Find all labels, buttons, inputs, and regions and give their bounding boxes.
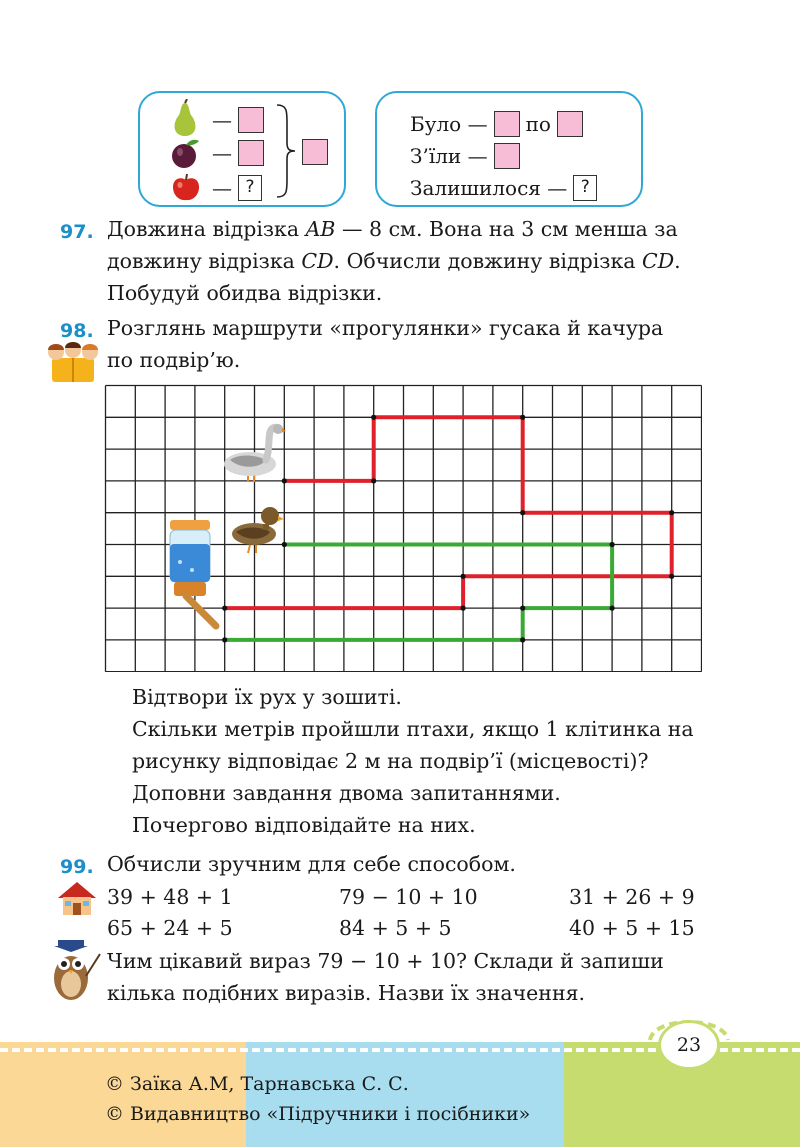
expr-2-3: 40 + 5 + 15: [569, 916, 695, 940]
left-row: Залишилося — ?: [410, 175, 597, 201]
apple-row: — ?: [212, 175, 262, 201]
duck-route-vertex: [520, 637, 525, 642]
house-icon: [56, 880, 98, 916]
goose-route-vertex: [222, 606, 227, 611]
task-97-line-1: Довжина відрізка AB — 8 см. Вона на 3 см менша за: [107, 217, 678, 241]
task-97-line-2: довжину відрізка CD. Обчисли довжину відрізка CD.: [107, 249, 681, 273]
children-book-icon: [44, 340, 102, 384]
duck-route-vertex: [610, 542, 615, 547]
ate-row: З’їли —: [410, 143, 520, 169]
expr-1-1: 39 + 48 + 1: [107, 885, 233, 909]
total-box: [302, 139, 328, 165]
duck-icon: [226, 500, 284, 554]
pear-row: —: [212, 107, 264, 133]
duck-route-vertex: [520, 606, 525, 611]
task-99-number: 99.: [60, 856, 94, 878]
goose-route-vertex: [520, 415, 525, 420]
page-number: 23: [658, 1020, 720, 1070]
fruit-scheme-box: [138, 91, 346, 207]
duck-route: [225, 545, 612, 640]
task-98-line-1: Розглянь маршрути «прогулянки» гусака й качура: [107, 316, 664, 340]
owl-line-1: Чим цікавий вираз 79 − 10 + 10? Склади й запиши: [107, 949, 664, 973]
plum-row: —: [212, 140, 264, 166]
goose-route-vertex: [520, 510, 525, 515]
footer-line-1: © Заїка А.М, Тарнавська С. С.: [105, 1073, 409, 1095]
task-97-line-3: Побудуй обидва відрізки.: [107, 281, 383, 305]
task-97-number: 97.: [60, 221, 94, 243]
duck-route-vertex: [222, 637, 227, 642]
brace: [275, 103, 297, 199]
was-row: Було — по: [410, 111, 583, 137]
plum-icon: [168, 137, 202, 171]
task-99-title: Обчисли зручним для себе способом.: [107, 852, 516, 876]
goose-route-vertex: [371, 478, 376, 483]
ate-scheme-box: [375, 91, 643, 207]
left-question-box: ?: [573, 175, 597, 201]
goose-route-vertex: [669, 510, 674, 515]
expr-2-1: 65 + 24 + 5: [107, 916, 233, 940]
expr-1-3: 31 + 26 + 9: [569, 885, 695, 909]
was-box-2: [557, 111, 583, 137]
goose-icon: [220, 422, 286, 482]
goose-route-vertex: [461, 574, 466, 579]
task-98-after-2: Скільки метрів пройшли птахи, якщо 1 клітинка на: [132, 717, 694, 741]
goose-route-vertex: [669, 574, 674, 579]
task-98-number: 98.: [60, 320, 94, 342]
goose-route-vertex: [461, 606, 466, 611]
pear-icon: [168, 99, 202, 137]
task-98-line-2: по подвір’ю.: [107, 348, 241, 372]
apple-question-box: ?: [238, 175, 262, 201]
task-98-after-3: рисунку відповідає 2 м на подвір’ї (місцевості)?: [132, 749, 649, 773]
owl-icon: [50, 940, 102, 1004]
plum-count-box: [238, 140, 264, 166]
duck-route-vertex: [610, 606, 615, 611]
task-98-after-5: Почергово відповідайте на них.: [132, 813, 476, 837]
footer-line-2: © Видавництво «Підручники і посібники»: [105, 1103, 531, 1125]
was-box-1: [494, 111, 520, 137]
task-98-after-4: Доповни завдання двома запитаннями.: [132, 781, 561, 805]
owl-line-2: кілька подібних виразів. Назви їх значення.: [107, 981, 586, 1005]
expr-2-2: 84 + 5 + 5: [339, 916, 452, 940]
pear-count-box: [238, 107, 264, 133]
ate-box: [494, 143, 520, 169]
water-bottle-icon: [164, 518, 222, 632]
apple-icon: [170, 173, 202, 203]
expr-1-2: 79 − 10 + 10: [339, 885, 478, 909]
goose-route-vertex: [371, 415, 376, 420]
task-98-after-1: Відтвори їх рух у зошиті.: [132, 685, 402, 709]
